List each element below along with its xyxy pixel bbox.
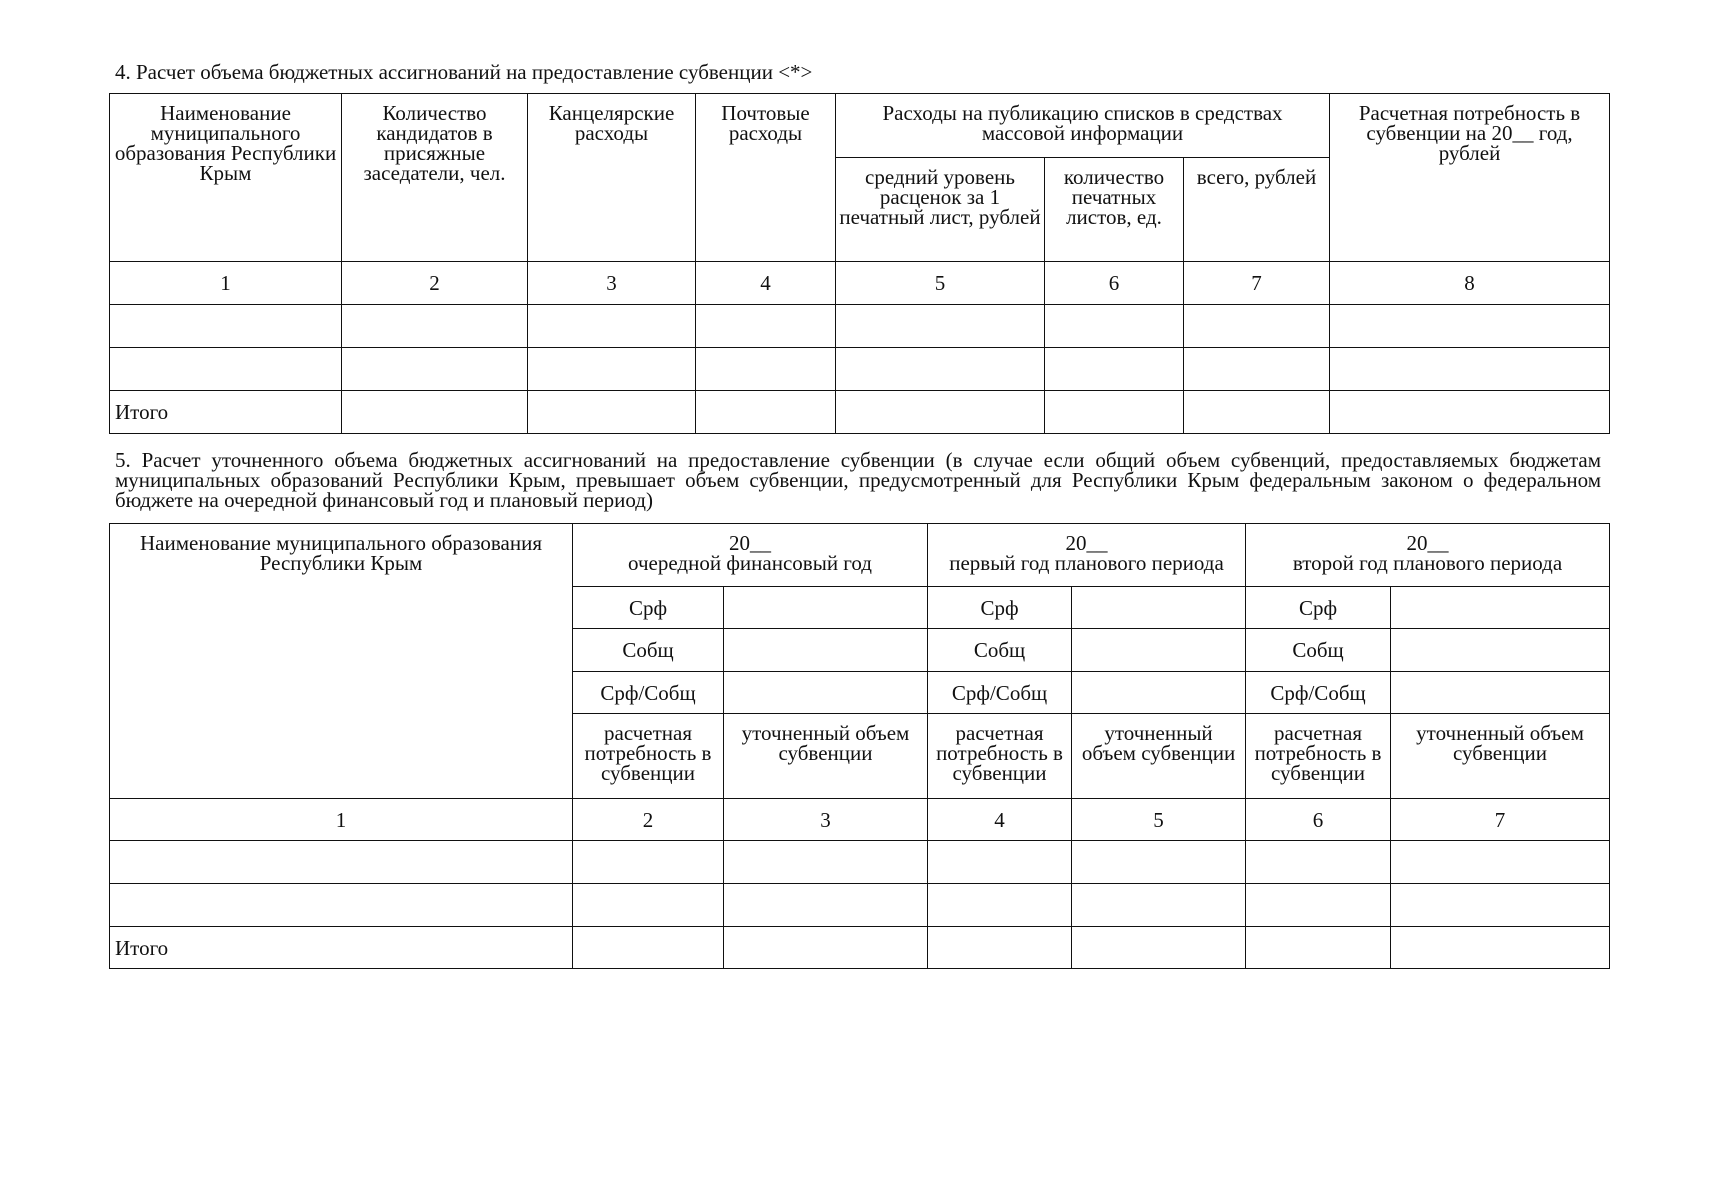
header-stationery-expenses: Канцелярские расходы — [528, 94, 696, 262]
table-row — [110, 884, 1610, 927]
header-year-second-plan — [1246, 524, 1610, 587]
header-refined-volume: уточненный объем субвенции — [1391, 714, 1610, 799]
empty-cell[interactable] — [573, 884, 724, 927]
empty-cell[interactable] — [1045, 348, 1184, 391]
empty-cell[interactable] — [724, 884, 928, 927]
empty-cell[interactable] — [1246, 927, 1391, 969]
column-number: 7 — [1184, 262, 1330, 305]
param-srf: Срф — [1246, 587, 1391, 629]
total-row — [110, 391, 1610, 434]
param-srf: Срф — [928, 587, 1072, 629]
empty-cell[interactable] — [1391, 884, 1610, 927]
column-number: 4 — [696, 262, 836, 305]
param-sobsh: Собщ — [1246, 629, 1391, 672]
empty-cell[interactable] — [724, 672, 928, 714]
section-4-title: 4. Расчет объема бюджетных ассигнований на предоставление субвенции <*> — [115, 60, 813, 84]
empty-cell[interactable] — [342, 391, 528, 434]
year-description: второй год планового периода — [1292, 551, 1563, 575]
column-number: 1 — [110, 799, 573, 841]
column-number: 1 — [110, 262, 342, 305]
empty-cell[interactable] — [1330, 305, 1610, 348]
year-label: 20__ — [1406, 531, 1449, 555]
column-number: 8 — [1330, 262, 1610, 305]
header-municipality: Наименование муниципального образования Республики Крым — [110, 524, 573, 799]
empty-cell[interactable] — [1045, 391, 1184, 434]
header-sheets-count: количество печатных листов, ед. — [1045, 158, 1184, 262]
empty-cell[interactable] — [1072, 672, 1246, 714]
empty-cell[interactable] — [928, 884, 1072, 927]
empty-cell[interactable] — [1072, 841, 1246, 884]
header-total-rubles: всего, рублей — [1184, 158, 1330, 262]
header-calc-need: расчетная потребность в субвенции — [928, 714, 1072, 799]
year-label: 20__ — [729, 531, 771, 555]
empty-cell[interactable] — [836, 348, 1045, 391]
header-average-rate: средний уровень расценок за 1 печатный лист, рублей — [836, 158, 1045, 262]
empty-cell[interactable] — [528, 391, 696, 434]
empty-cell[interactable] — [342, 348, 528, 391]
empty-cell[interactable] — [528, 348, 696, 391]
empty-cell[interactable] — [836, 305, 1045, 348]
header-candidates-count: Количество кандидатов в присяжные заседатели, чел. — [342, 94, 528, 262]
empty-cell[interactable] — [110, 841, 573, 884]
empty-cell[interactable] — [1184, 305, 1330, 348]
empty-cell[interactable] — [573, 927, 724, 969]
empty-cell[interactable] — [1391, 841, 1610, 884]
column-number: 6 — [1045, 262, 1184, 305]
empty-cell[interactable] — [1391, 629, 1610, 672]
column-number: 7 — [1391, 799, 1610, 841]
section-5-title: 5. Расчет уточненного объема бюджетных ассигнований на предоставление субвенции (в случае если общий объем субвенций, предоставляемых бюджетам муниципальных образований Республики Крым, превышает объем субвенции, предусмотренный для Республики Крым федеральным законом о федеральном бюджете на очередной финансовый год и плановый период) — [115, 448, 1601, 512]
year-description: очередной финансовый год — [628, 551, 872, 575]
param-ratio: Срф/Собщ — [573, 672, 724, 714]
header-year-current — [573, 524, 928, 587]
empty-cell[interactable] — [110, 305, 342, 348]
empty-cell[interactable] — [110, 348, 342, 391]
section-4-table — [109, 93, 1610, 434]
total-row — [110, 927, 1610, 969]
column-number: 5 — [836, 262, 1045, 305]
year-description: первый год планового периода — [949, 551, 1224, 575]
empty-cell[interactable] — [342, 305, 528, 348]
empty-cell[interactable] — [1391, 927, 1610, 969]
header-year-first-plan — [928, 524, 1246, 587]
table-row — [110, 305, 1610, 348]
header-calc-need: расчетная потребность в субвенции — [1246, 714, 1391, 799]
empty-cell[interactable] — [1391, 672, 1610, 714]
empty-cell[interactable] — [724, 841, 928, 884]
table-row — [110, 348, 1610, 391]
empty-cell[interactable] — [1246, 841, 1391, 884]
empty-cell[interactable] — [928, 927, 1072, 969]
empty-cell[interactable] — [1072, 629, 1246, 672]
empty-cell[interactable] — [528, 305, 696, 348]
empty-cell[interactable] — [696, 391, 836, 434]
empty-cell[interactable] — [1391, 587, 1610, 629]
header-publication-expenses: Расходы на публикацию списков в средствах массовой информации — [836, 94, 1330, 158]
empty-cell[interactable] — [1184, 348, 1330, 391]
empty-cell[interactable] — [696, 305, 836, 348]
column-number: 3 — [724, 799, 928, 841]
header-estimated-need: Расчетная потребность в субвенции на 20__ год, рублей — [1330, 94, 1610, 262]
empty-cell[interactable] — [1246, 884, 1391, 927]
table-row — [110, 841, 1610, 884]
section-5-table — [109, 523, 1610, 969]
header-refined-volume: уточненный объем субвенции — [724, 714, 928, 799]
column-number: 2 — [573, 799, 724, 841]
header-postal-expenses: Почтовые расходы — [696, 94, 836, 262]
param-ratio: Срф/Собщ — [1246, 672, 1391, 714]
param-sobsh: Собщ — [928, 629, 1072, 672]
empty-cell[interactable] — [1072, 927, 1246, 969]
column-number: 6 — [1246, 799, 1391, 841]
empty-cell[interactable] — [836, 391, 1045, 434]
empty-cell[interactable] — [724, 629, 928, 672]
empty-cell[interactable] — [1072, 587, 1246, 629]
column-numbers-row — [110, 799, 1610, 841]
empty-cell[interactable] — [724, 587, 928, 629]
empty-cell[interactable] — [110, 884, 573, 927]
empty-cell[interactable] — [573, 841, 724, 884]
empty-cell[interactable] — [1045, 305, 1184, 348]
column-number: 4 — [928, 799, 1072, 841]
empty-cell[interactable] — [696, 348, 836, 391]
total-label: Итого — [110, 927, 573, 969]
param-sobsh: Собщ — [573, 629, 724, 672]
header-refined-volume: уточненный объем субвенции — [1072, 714, 1246, 799]
column-number: 2 — [342, 262, 528, 305]
header-municipality: Наименование муниципального образования Республики Крым — [110, 94, 342, 262]
column-number: 3 — [528, 262, 696, 305]
empty-cell[interactable] — [1072, 884, 1246, 927]
empty-cell[interactable] — [928, 841, 1072, 884]
empty-cell[interactable] — [724, 927, 928, 969]
empty-cell[interactable] — [1330, 348, 1610, 391]
empty-cell[interactable] — [1184, 391, 1330, 434]
column-number: 5 — [1072, 799, 1246, 841]
year-label: 20__ — [1065, 531, 1108, 555]
empty-cell[interactable] — [1330, 391, 1610, 434]
param-ratio: Срф/Собщ — [928, 672, 1072, 714]
column-numbers-row — [110, 262, 1610, 305]
total-label: Итого — [110, 391, 342, 434]
param-srf: Срф — [573, 587, 724, 629]
header-calc-need: расчетная потребность в субвенции — [573, 714, 724, 799]
